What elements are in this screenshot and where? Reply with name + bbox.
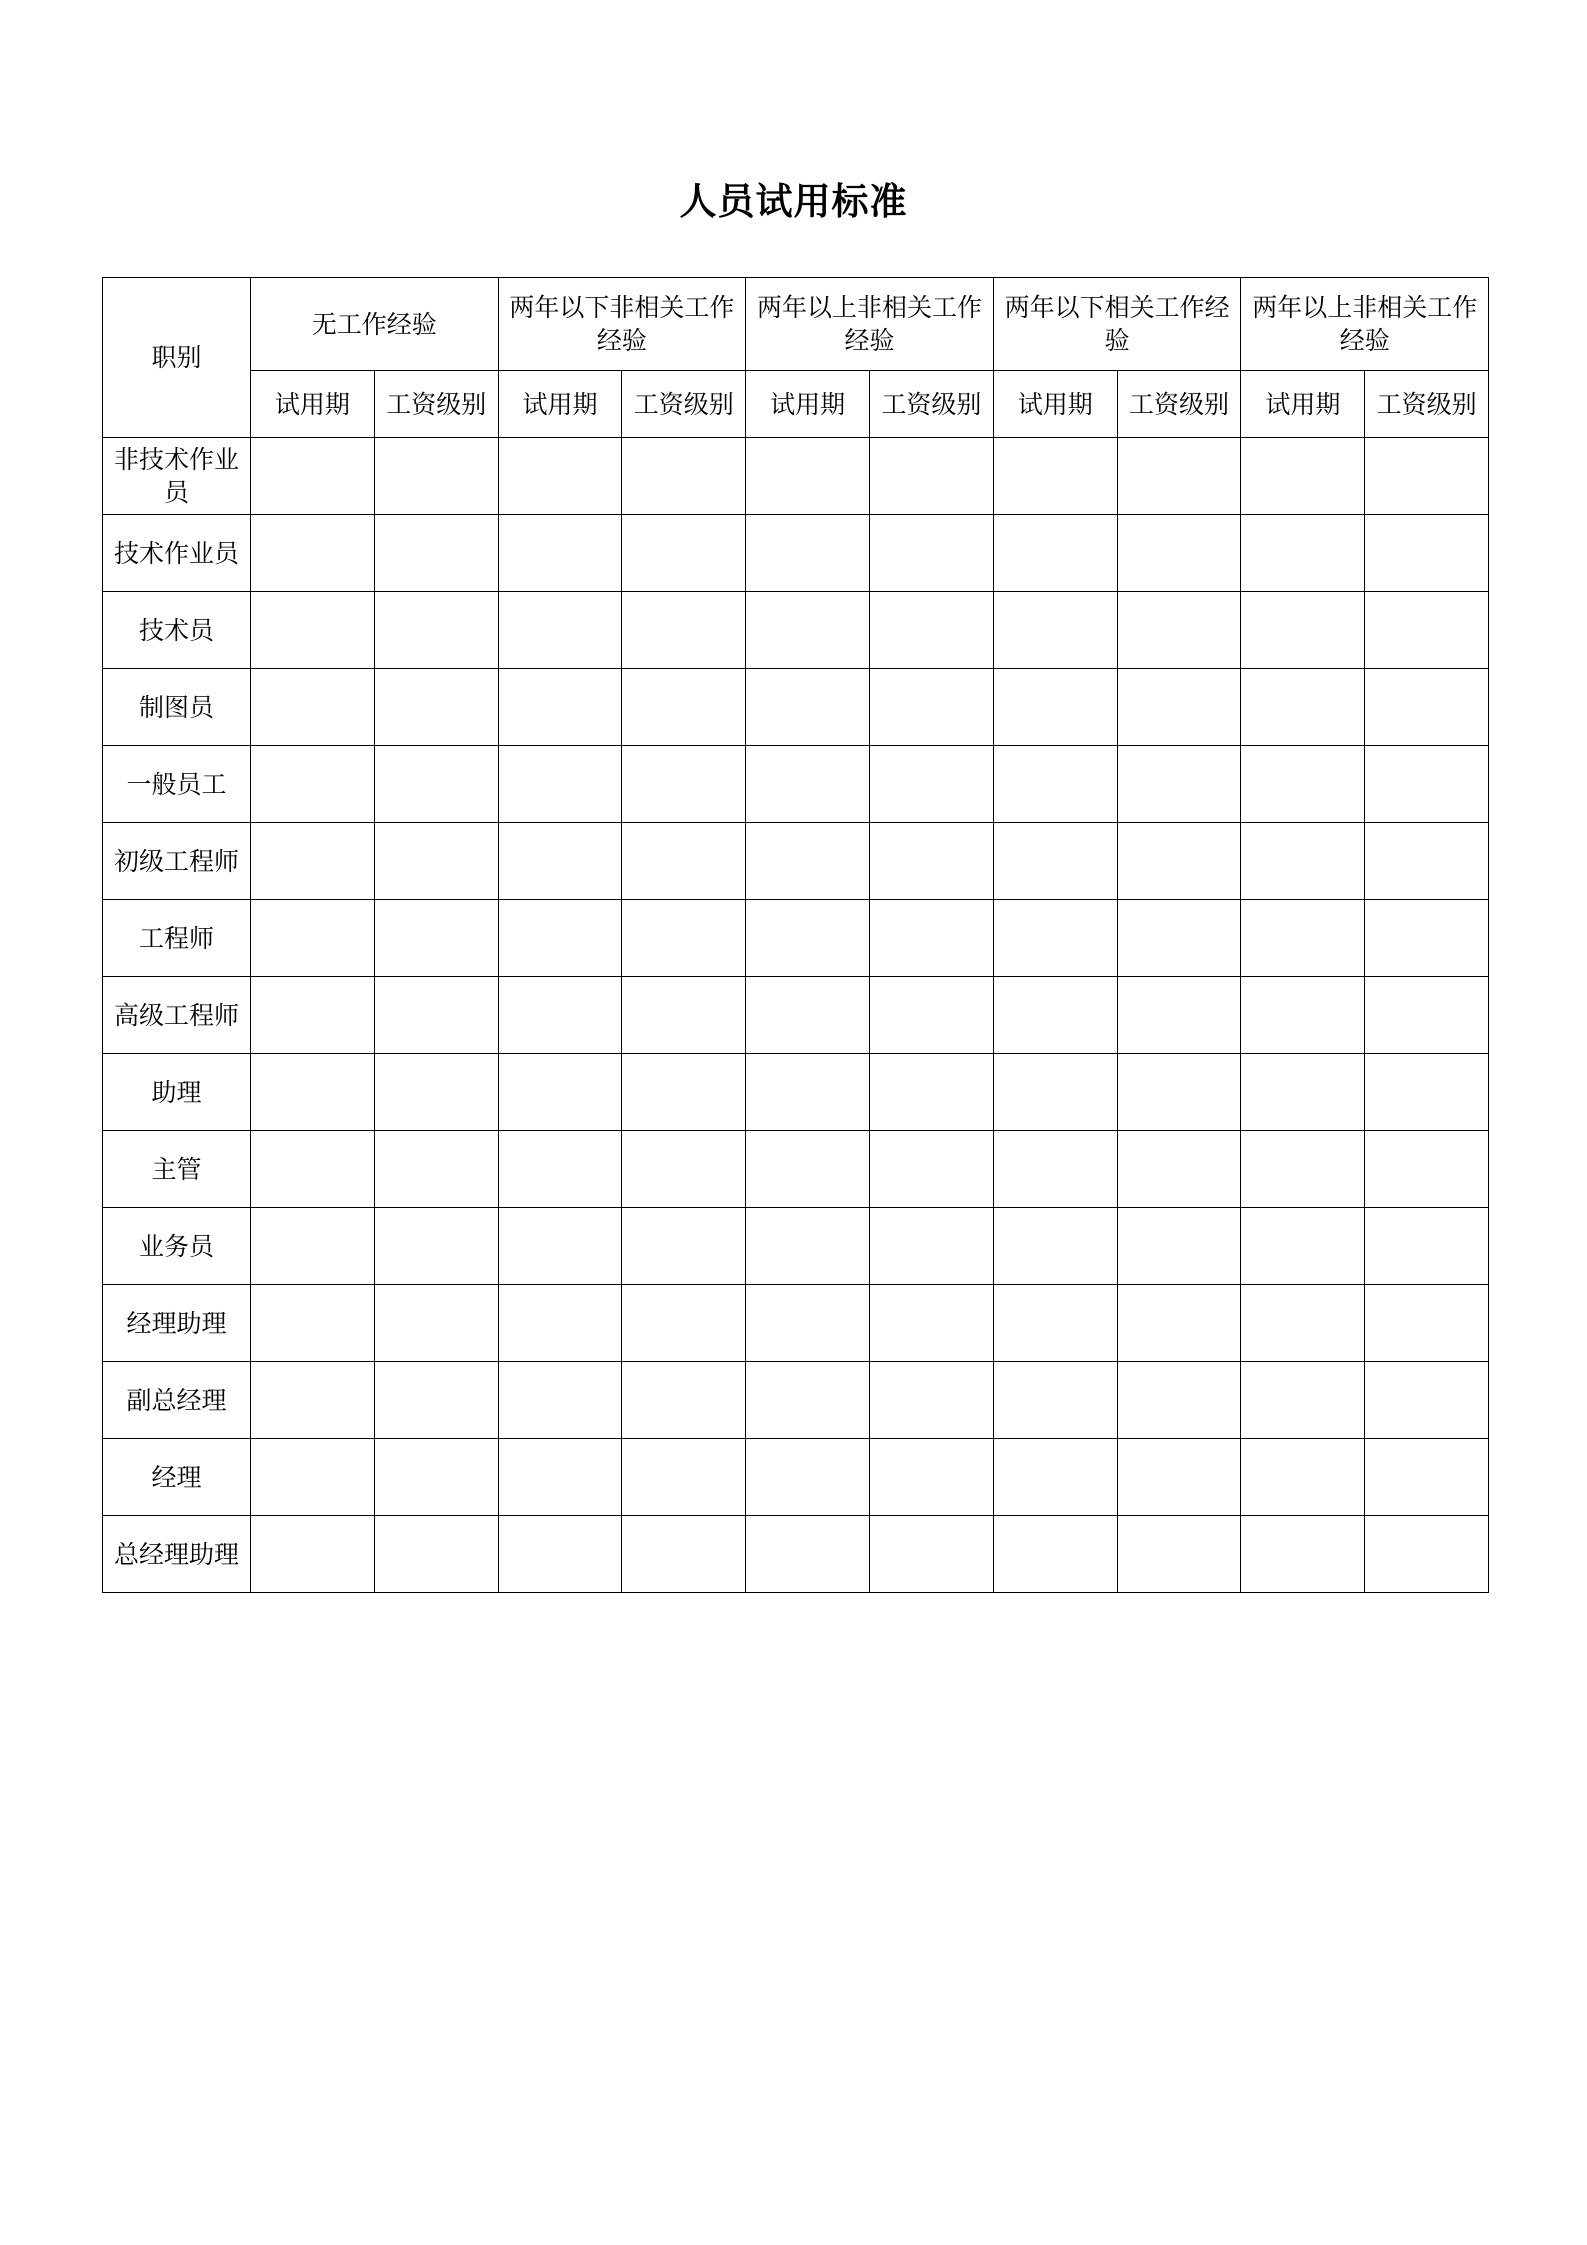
cell-salary-grade[interactable] bbox=[1365, 515, 1489, 592]
cell-probation-period[interactable] bbox=[993, 1131, 1117, 1208]
cell-probation-period[interactable] bbox=[746, 592, 870, 669]
cell-probation-period[interactable] bbox=[993, 1208, 1117, 1285]
cell-probation-period[interactable] bbox=[1241, 823, 1365, 900]
cell-salary-grade[interactable] bbox=[1117, 1054, 1241, 1131]
table-body bbox=[103, 438, 1489, 1593]
column-group-header-4: 两年以上非相关工作经验 bbox=[1241, 278, 1489, 371]
cell-salary-grade[interactable] bbox=[622, 438, 746, 515]
sub-header-probation-3: 试用期 bbox=[993, 371, 1117, 438]
cell-probation-period[interactable] bbox=[1241, 977, 1365, 1054]
row-label-job-category: 副总经理 bbox=[103, 1362, 251, 1439]
cell-salary-grade[interactable] bbox=[374, 1131, 498, 1208]
cell-probation-period[interactable] bbox=[251, 592, 375, 669]
table-row bbox=[103, 1439, 1489, 1516]
table-row bbox=[103, 515, 1489, 592]
cell-salary-grade[interactable] bbox=[1117, 592, 1241, 669]
table-row bbox=[103, 746, 1489, 823]
cell-probation-period[interactable] bbox=[746, 1516, 870, 1593]
cell-salary-grade[interactable] bbox=[1365, 669, 1489, 746]
cell-probation-period[interactable] bbox=[251, 1439, 375, 1516]
cell-probation-period[interactable] bbox=[746, 1285, 870, 1362]
cell-probation-period[interactable] bbox=[746, 1054, 870, 1131]
cell-probation-period[interactable] bbox=[993, 900, 1117, 977]
cell-salary-grade[interactable] bbox=[1117, 1285, 1241, 1362]
sub-header-probation-2: 试用期 bbox=[746, 371, 870, 438]
row-label-job-category: 非技术作业员 bbox=[103, 438, 251, 515]
sub-header-probation-1: 试用期 bbox=[498, 371, 622, 438]
table-row bbox=[103, 1362, 1489, 1439]
cell-probation-period[interactable] bbox=[993, 1054, 1117, 1131]
cell-salary-grade[interactable] bbox=[1365, 746, 1489, 823]
cell-probation-period[interactable] bbox=[251, 438, 375, 515]
row-label-job-category: 助理 bbox=[103, 1054, 251, 1131]
row-label-job-category: 一般员工 bbox=[103, 746, 251, 823]
cell-probation-period[interactable] bbox=[251, 1054, 375, 1131]
cell-salary-grade[interactable] bbox=[622, 1285, 746, 1362]
cell-probation-period[interactable] bbox=[746, 823, 870, 900]
sub-header-salary-grade-3: 工资级别 bbox=[1117, 371, 1241, 438]
cell-salary-grade[interactable] bbox=[1365, 592, 1489, 669]
row-label-job-category: 总经理助理 bbox=[103, 1516, 251, 1593]
cell-salary-grade[interactable] bbox=[622, 669, 746, 746]
cell-probation-period[interactable] bbox=[746, 669, 870, 746]
page-title: 人员试用标准 bbox=[679, 179, 908, 223]
cell-salary-grade[interactable] bbox=[1117, 1516, 1241, 1593]
cell-salary-grade[interactable] bbox=[1365, 1131, 1489, 1208]
table-row bbox=[103, 1516, 1489, 1593]
cell-probation-period[interactable] bbox=[498, 1362, 622, 1439]
cell-salary-grade[interactable] bbox=[374, 900, 498, 977]
cell-probation-period[interactable] bbox=[498, 746, 622, 823]
cell-salary-grade[interactable] bbox=[870, 1208, 994, 1285]
cell-probation-period[interactable] bbox=[498, 823, 622, 900]
cell-probation-period[interactable] bbox=[498, 438, 622, 515]
cell-salary-grade[interactable] bbox=[374, 1362, 498, 1439]
cell-salary-grade[interactable] bbox=[1365, 1054, 1489, 1131]
cell-salary-grade[interactable] bbox=[622, 515, 746, 592]
cell-probation-period[interactable] bbox=[1241, 1439, 1365, 1516]
cell-salary-grade[interactable] bbox=[622, 1054, 746, 1131]
cell-probation-period[interactable] bbox=[498, 977, 622, 1054]
cell-probation-period[interactable] bbox=[498, 1285, 622, 1362]
row-label-job-category: 技术作业员 bbox=[103, 515, 251, 592]
sub-header-salary-grade-1: 工资级别 bbox=[622, 371, 746, 438]
row-label-job-category: 初级工程师 bbox=[103, 823, 251, 900]
cell-probation-period[interactable] bbox=[993, 669, 1117, 746]
cell-probation-period[interactable] bbox=[1241, 1131, 1365, 1208]
cell-salary-grade[interactable] bbox=[374, 1208, 498, 1285]
cell-salary-grade[interactable] bbox=[374, 1285, 498, 1362]
cell-salary-grade[interactable] bbox=[1365, 1362, 1489, 1439]
cell-salary-grade[interactable] bbox=[870, 1054, 994, 1131]
cell-salary-grade[interactable] bbox=[374, 515, 498, 592]
cell-salary-grade[interactable] bbox=[870, 1516, 994, 1593]
cell-salary-grade[interactable] bbox=[374, 592, 498, 669]
cell-salary-grade[interactable] bbox=[622, 1362, 746, 1439]
cell-probation-period[interactable] bbox=[1241, 1208, 1365, 1285]
table-row bbox=[103, 1208, 1489, 1285]
cell-salary-grade[interactable] bbox=[1365, 823, 1489, 900]
cell-probation-period[interactable] bbox=[993, 1439, 1117, 1516]
cell-probation-period[interactable] bbox=[251, 1285, 375, 1362]
cell-salary-grade[interactable] bbox=[622, 977, 746, 1054]
cell-salary-grade[interactable] bbox=[622, 1131, 746, 1208]
cell-probation-period[interactable] bbox=[746, 977, 870, 1054]
cell-probation-period[interactable] bbox=[251, 746, 375, 823]
probation-standard-table-wrapper bbox=[102, 277, 1488, 1593]
cell-salary-grade[interactable] bbox=[1365, 900, 1489, 977]
cell-probation-period[interactable] bbox=[746, 746, 870, 823]
row-label-job-category: 业务员 bbox=[103, 1208, 251, 1285]
row-label-job-category: 制图员 bbox=[103, 669, 251, 746]
cell-probation-period[interactable] bbox=[746, 1208, 870, 1285]
column-group-header-3: 两年以下相关工作经验 bbox=[993, 278, 1241, 371]
cell-salary-grade[interactable] bbox=[374, 1054, 498, 1131]
cell-salary-grade[interactable] bbox=[870, 1362, 994, 1439]
row-label-job-category: 主管 bbox=[103, 1131, 251, 1208]
cell-probation-period[interactable] bbox=[746, 1131, 870, 1208]
cell-probation-period[interactable] bbox=[498, 1516, 622, 1593]
table-row bbox=[103, 438, 1489, 515]
cell-probation-period[interactable] bbox=[746, 438, 870, 515]
cell-probation-period[interactable] bbox=[993, 515, 1117, 592]
cell-probation-period[interactable] bbox=[993, 746, 1117, 823]
cell-probation-period[interactable] bbox=[1241, 592, 1365, 669]
cell-salary-grade[interactable] bbox=[1117, 1208, 1241, 1285]
cell-salary-grade[interactable] bbox=[1117, 669, 1241, 746]
row-label-job-category: 技术员 bbox=[103, 592, 251, 669]
cell-probation-period[interactable] bbox=[498, 515, 622, 592]
cell-probation-period[interactable] bbox=[1241, 669, 1365, 746]
cell-probation-period[interactable] bbox=[498, 1054, 622, 1131]
cell-salary-grade[interactable] bbox=[870, 1131, 994, 1208]
cell-probation-period[interactable] bbox=[251, 823, 375, 900]
cell-probation-period[interactable] bbox=[251, 515, 375, 592]
cell-probation-period[interactable] bbox=[1241, 1362, 1365, 1439]
table-row bbox=[103, 1054, 1489, 1131]
cell-probation-period[interactable] bbox=[251, 1516, 375, 1593]
cell-salary-grade[interactable] bbox=[622, 1208, 746, 1285]
sub-header-salary-grade-0: 工资级别 bbox=[374, 371, 498, 438]
table-header-group-row bbox=[103, 278, 1489, 371]
cell-probation-period[interactable] bbox=[1241, 438, 1365, 515]
cell-salary-grade[interactable] bbox=[870, 592, 994, 669]
cell-salary-grade[interactable] bbox=[1117, 1439, 1241, 1516]
column-group-header-2: 两年以上非相关工作经验 bbox=[746, 278, 994, 371]
cell-salary-grade[interactable] bbox=[374, 669, 498, 746]
cell-salary-grade[interactable] bbox=[1365, 1208, 1489, 1285]
cell-probation-period[interactable] bbox=[498, 1131, 622, 1208]
cell-probation-period[interactable] bbox=[1241, 1285, 1365, 1362]
table-row bbox=[103, 1131, 1489, 1208]
cell-probation-period[interactable] bbox=[1241, 1054, 1365, 1131]
cell-salary-grade[interactable] bbox=[870, 823, 994, 900]
cell-probation-period[interactable] bbox=[746, 1362, 870, 1439]
cell-salary-grade[interactable] bbox=[870, 900, 994, 977]
cell-probation-period[interactable] bbox=[746, 1439, 870, 1516]
table-row bbox=[103, 900, 1489, 977]
cell-salary-grade[interactable] bbox=[1365, 438, 1489, 515]
cell-probation-period[interactable] bbox=[993, 823, 1117, 900]
cell-probation-period[interactable] bbox=[498, 900, 622, 977]
table-row bbox=[103, 823, 1489, 900]
cell-salary-grade[interactable] bbox=[1117, 1362, 1241, 1439]
row-label-job-category: 工程师 bbox=[103, 900, 251, 977]
cell-salary-grade[interactable] bbox=[622, 900, 746, 977]
cell-salary-grade[interactable] bbox=[1117, 823, 1241, 900]
table-row bbox=[103, 669, 1489, 746]
row-label-job-category: 经理助理 bbox=[103, 1285, 251, 1362]
row-label-job-category: 经理 bbox=[103, 1439, 251, 1516]
cell-salary-grade[interactable] bbox=[374, 977, 498, 1054]
probation-standard-table bbox=[102, 277, 1489, 1593]
sub-header-probation-0: 试用期 bbox=[251, 371, 375, 438]
cell-salary-grade[interactable] bbox=[1117, 515, 1241, 592]
cell-probation-period[interactable] bbox=[993, 592, 1117, 669]
table-header-sub-row bbox=[103, 371, 1489, 438]
sub-header-salary-grade-4: 工资级别 bbox=[1365, 371, 1489, 438]
cell-salary-grade[interactable] bbox=[374, 1439, 498, 1516]
cell-probation-period[interactable] bbox=[993, 1516, 1117, 1593]
cell-probation-period[interactable] bbox=[251, 1208, 375, 1285]
cell-salary-grade[interactable] bbox=[870, 1439, 994, 1516]
cell-salary-grade[interactable] bbox=[374, 746, 498, 823]
cell-salary-grade[interactable] bbox=[870, 746, 994, 823]
cell-salary-grade[interactable] bbox=[622, 592, 746, 669]
cell-salary-grade[interactable] bbox=[374, 823, 498, 900]
cell-salary-grade[interactable] bbox=[622, 1439, 746, 1516]
column-header-job-category: 职别 bbox=[103, 278, 251, 438]
cell-probation-period[interactable] bbox=[746, 515, 870, 592]
cell-salary-grade[interactable] bbox=[870, 669, 994, 746]
cell-probation-period[interactable] bbox=[746, 900, 870, 977]
cell-salary-grade[interactable] bbox=[870, 438, 994, 515]
cell-salary-grade[interactable] bbox=[870, 977, 994, 1054]
cell-salary-grade[interactable] bbox=[622, 1516, 746, 1593]
cell-salary-grade[interactable] bbox=[1365, 1516, 1489, 1593]
cell-probation-period[interactable] bbox=[993, 438, 1117, 515]
cell-salary-grade[interactable] bbox=[622, 823, 746, 900]
cell-probation-period[interactable] bbox=[993, 1285, 1117, 1362]
cell-probation-period[interactable] bbox=[251, 669, 375, 746]
cell-salary-grade[interactable] bbox=[1365, 977, 1489, 1054]
cell-probation-period[interactable] bbox=[498, 1208, 622, 1285]
cell-salary-grade[interactable] bbox=[1365, 1285, 1489, 1362]
cell-probation-period[interactable] bbox=[251, 1131, 375, 1208]
table-row bbox=[103, 592, 1489, 669]
sub-header-probation-4: 试用期 bbox=[1241, 371, 1365, 438]
cell-salary-grade[interactable] bbox=[1117, 746, 1241, 823]
cell-probation-period[interactable] bbox=[1241, 900, 1365, 977]
cell-salary-grade[interactable] bbox=[374, 1516, 498, 1593]
table-head bbox=[103, 278, 1489, 438]
cell-probation-period[interactable] bbox=[251, 1362, 375, 1439]
cell-salary-grade[interactable] bbox=[374, 438, 498, 515]
cell-salary-grade[interactable] bbox=[870, 515, 994, 592]
cell-probation-period[interactable] bbox=[498, 1439, 622, 1516]
table-row bbox=[103, 1285, 1489, 1362]
cell-probation-period[interactable] bbox=[1241, 746, 1365, 823]
row-label-job-category: 高级工程师 bbox=[103, 977, 251, 1054]
cell-probation-period[interactable] bbox=[1241, 1516, 1365, 1593]
cell-salary-grade[interactable] bbox=[1365, 1439, 1489, 1516]
cell-probation-period[interactable] bbox=[1241, 515, 1365, 592]
cell-salary-grade[interactable] bbox=[1117, 900, 1241, 977]
cell-probation-period[interactable] bbox=[993, 977, 1117, 1054]
cell-salary-grade[interactable] bbox=[622, 746, 746, 823]
cell-probation-period[interactable] bbox=[498, 669, 622, 746]
cell-salary-grade[interactable] bbox=[1117, 1131, 1241, 1208]
table-row bbox=[103, 977, 1489, 1054]
cell-salary-grade[interactable] bbox=[1117, 438, 1241, 515]
cell-probation-period[interactable] bbox=[251, 900, 375, 977]
column-group-header-1: 两年以下非相关工作经验 bbox=[498, 278, 746, 371]
column-group-header-0: 无工作经验 bbox=[251, 278, 499, 371]
cell-probation-period[interactable] bbox=[993, 1362, 1117, 1439]
cell-salary-grade[interactable] bbox=[870, 1285, 994, 1362]
sub-header-salary-grade-2: 工资级别 bbox=[870, 371, 994, 438]
cell-probation-period[interactable] bbox=[498, 592, 622, 669]
cell-salary-grade[interactable] bbox=[1117, 977, 1241, 1054]
cell-probation-period[interactable] bbox=[251, 977, 375, 1054]
